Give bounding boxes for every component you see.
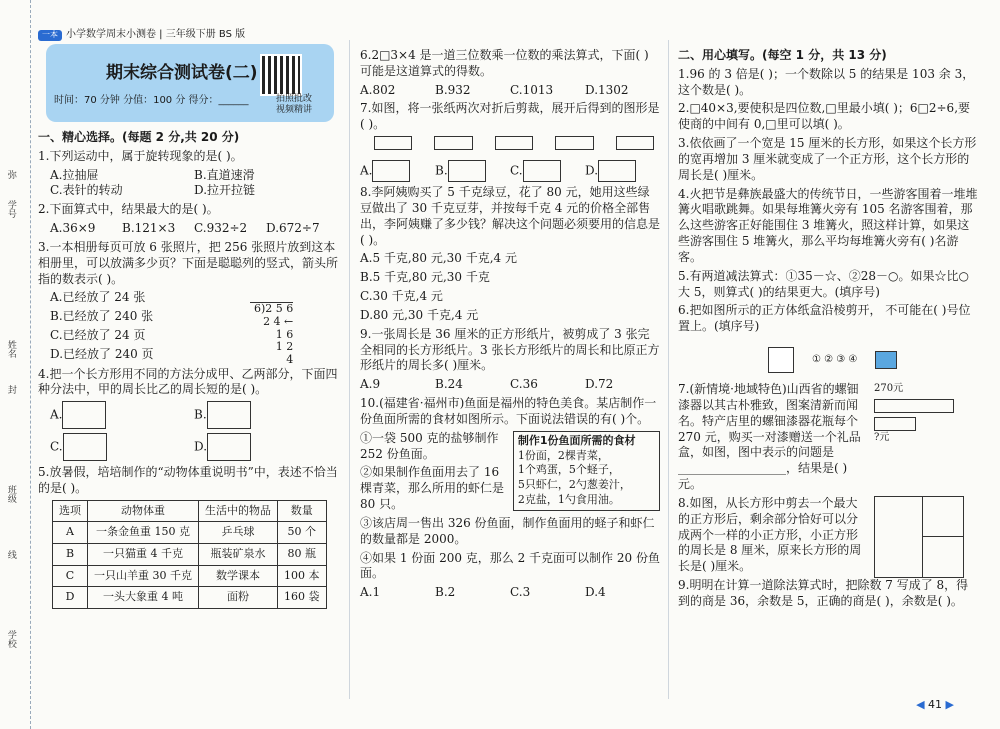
cube-net-figure (768, 338, 978, 382)
prev-page-icon[interactable]: ◀ (916, 698, 925, 712)
fill-question-2: 2.□40×3,要使积是四位数,□里最小填( )；6□2÷6,要使商的中间有 0,□里可以填( )。 (678, 101, 971, 132)
question-4-options (38, 401, 338, 461)
option-c[interactable] (50, 433, 194, 461)
price-diagram (874, 382, 954, 496)
test-banner (46, 44, 334, 122)
division-dividend: 6)2 5 6 (254, 302, 294, 316)
rectangle-figure (874, 496, 964, 578)
table-cell: 80 瓶 (278, 544, 327, 566)
question-10-body (360, 431, 660, 516)
question-7: 7.如图，将一张纸两次对折后剪裁，展开后得到的图形是( )。 (360, 101, 660, 132)
option-c-label: C. (50, 439, 63, 454)
column-divider (668, 40, 669, 699)
option-c[interactable]: C.36 (510, 377, 538, 392)
table-cell: D (53, 587, 88, 609)
binding-margin (0, 0, 31, 729)
option-b[interactable]: B.24 (435, 377, 463, 392)
brand-logo: 一本 (38, 30, 62, 41)
question-8: 8.李阿姨购买了 5 千克绿豆，花了 80 元，她用这些绿豆做出了 30 千克豆芽，并按每千克 4 元的价格全部售出，李阿姨赚了多少钱？解决这个问题必须要用的信息是( )。 (360, 185, 661, 247)
page-number-label: 41 (928, 698, 943, 712)
question-9-options (360, 377, 660, 393)
fill-question-7-body (678, 382, 978, 496)
option-b[interactable]: B.2 (435, 585, 456, 600)
option-d[interactable]: D.672÷7 (266, 221, 320, 236)
binding-school: 学校 (5, 630, 16, 648)
option-c[interactable]: C.1013 (510, 82, 554, 97)
table-cell: 100 本 (278, 565, 327, 587)
table-cell: 一头大象重 4 吨 (88, 587, 199, 609)
column-1 (38, 130, 338, 609)
blue-square-icon (875, 351, 897, 369)
question-5: 5.放暑假，培培制作的“动物体重说明书”中，表述不恰当的是( )。 (38, 465, 338, 496)
binding-mi: 弥 (5, 170, 16, 179)
table-cell: 乒乓球 (199, 522, 278, 544)
cube-icon (768, 347, 794, 373)
ingredient-box (513, 431, 660, 511)
fold-step (555, 136, 593, 150)
question-10-options (360, 585, 660, 601)
ingredient-line: 1个鸡蛋，5个蛏子， (517, 463, 620, 477)
option-a[interactable]: A.9 (360, 377, 381, 392)
option-a[interactable]: A.36×9 (50, 221, 96, 236)
question-9: 9.一张周长是 36 厘米的正方形纸片，被剪成了 3 张完全相同的长方形纸片。3 张长方形纸片的周长和比原正方形纸片的周长多( )厘米。 (360, 326, 660, 373)
fill-question-8: 8.如图，从长方形中剪去一个最大的正方形后，剩余部分恰好可以分成两个一样的小正方形，小正方形的周长是 8 厘米，原来长方形的周长是( )厘米。 (678, 495, 862, 574)
option-a[interactable]: A.拉抽屉 (50, 167, 99, 182)
fill-question-6: 6.把如图所示的正方体纸盒沿棱剪开， 不可能在( )号位置上。(填序号) (678, 303, 971, 334)
table-row (53, 587, 327, 609)
column-divider (349, 40, 350, 699)
option-d[interactable]: D.拉开拉链 (194, 183, 256, 198)
fill-question-5: 5.有两道减法算式：①35－☆、②28－○。如果☆比○大 5，则算式( )的结果更大。(填序号) (678, 268, 969, 299)
option-b[interactable]: B.已经放了 240 张 (50, 309, 154, 324)
weight-table (52, 500, 327, 609)
question-10: 10.(福建省·福州市)鱼面是福州的特色美食。某店制作一份鱼面所需的食材如图所示。下面说法错误的有( )个。 (360, 396, 657, 426)
division-steps: 2 4 ← 1 6 1 2 4 (263, 315, 294, 367)
option-d[interactable]: D.80 元,30 千克,4 元 (360, 307, 479, 322)
fill-question-4: 4.火把节是彝族最盛大的传统节日，一些游客围着一堆堆篝火唱歌跳舞。如果每堆篝火旁有 105 名游客围着，那么这些游客正好能围住 3 堆篝火，照这样计算，如果这些游客围住 5 堆篝火，那么平均每堆篝火旁有( )名游客。 (678, 186, 978, 264)
fill-question-3: 3.依依画了一个宽是 15 厘米的长方形，如果这个长方形的宽再增加 3 厘米就变成了一个正方形，这个长方形的周长是( )厘米。 (678, 136, 977, 182)
binding-feng: 封 (5, 385, 16, 394)
question-3-body (38, 290, 338, 366)
fill-question-1: 1.96 的 3 倍是( )；一个数除以 5 的结果是 103 余 3，这个数是( )。 (678, 66, 975, 97)
option-c[interactable] (510, 160, 585, 182)
cut-figure-a (372, 160, 410, 182)
option-c[interactable]: C.已经放了 24 页 (50, 328, 146, 343)
binding-xian: 线 (5, 550, 16, 559)
rect-figure-b (207, 401, 251, 429)
table-cell: C (53, 565, 88, 587)
option-d[interactable]: D.已经放了 240 页 (50, 346, 154, 361)
unknown-bar (874, 417, 916, 431)
option-d[interactable] (194, 433, 338, 461)
question-6: 6.2□3×4 是一道三位数乘一位数的乘法算式，下面( )可能是这道算式的得数。 (360, 48, 649, 78)
question-1-options (38, 168, 338, 200)
rect-figure-d (207, 433, 251, 461)
fill-question-9: 9.明明在计算一道除法算式时，把除数 7 写成了 8，得到的商是 36，余数是 5，正确的商是( )，余数是( )。 (678, 578, 969, 608)
fold-step (374, 136, 412, 150)
statement-3: ③该店周一售出 326 份鱼面，制作鱼面用的蛏子和虾仁的数量都是 2000。 (360, 515, 655, 546)
question-3: 3.一本相册每页可放 6 张照片，把 256 张照片放到这本相册里，可以放满多少页？下面是聪聪列的竖式，箭头所指的数表示( )。 (38, 239, 339, 286)
option-c-label: C. (510, 163, 523, 178)
column-header: 动物体重 (88, 500, 199, 522)
rect-figure-c (63, 433, 107, 461)
table-cell: B (53, 544, 88, 566)
ingredient-box-title: 制作1份鱼面所需的食材 (517, 433, 636, 447)
table-cell: 50 个 (278, 522, 327, 544)
price-bar (874, 399, 954, 413)
column-header: 数量 (278, 500, 327, 522)
option-a[interactable]: A.1 (360, 585, 381, 600)
fold-step (495, 136, 533, 150)
table-cell: 数学课本 (199, 565, 278, 587)
binding-xuehao: 学号 (5, 200, 16, 218)
section-heading: 一、精心选择。(每题 2 分,共 20 分) (38, 130, 240, 144)
option-b[interactable]: B.932 (435, 82, 471, 97)
rect-figure-a (62, 401, 106, 429)
test-title: 期末综合测试卷(二) (106, 63, 258, 83)
question-2: 2.下面算式中，结果最大的是( )。 (38, 202, 219, 217)
column-3 (678, 48, 978, 613)
option-b[interactable]: B.直道速滑 (194, 167, 255, 182)
table-cell: A (53, 522, 88, 544)
statement-1: ①一袋 500 克的盐够制作 252 份鱼面。 (360, 430, 499, 461)
question-4: 4.把一个长方形用不同的方法分成甲、乙两部分，下面四种分法中，甲的周长比乙的周长短的是( )。 (38, 366, 338, 397)
option-b[interactable] (435, 160, 510, 182)
binding-name: 姓名 (5, 340, 16, 358)
fold-step (434, 136, 472, 150)
net-icon: ① ② ③ ④ (812, 354, 858, 366)
table-cell: 一只猫重 4 千克 (88, 544, 199, 566)
question-7-options (360, 160, 660, 182)
table-header (53, 500, 327, 522)
column-header: 生活中的物品 (199, 500, 278, 522)
option-a[interactable] (50, 401, 194, 429)
header-bar (38, 28, 245, 41)
option-b-label: B. (435, 163, 448, 178)
next-page-icon[interactable]: ▶ (945, 698, 954, 712)
fold-diagram (374, 136, 660, 156)
option-d[interactable] (585, 160, 660, 182)
table-cell: 瓶装矿泉水 (199, 544, 278, 566)
option-d[interactable]: D.1302 (585, 82, 629, 97)
ingredient-line: 5只虾仁，2勺葱姜汁， (517, 478, 631, 492)
cut-figure-d (598, 160, 636, 182)
column-header: 选项 (53, 500, 88, 522)
cut-figure-c (523, 160, 561, 182)
header-title: 小学数学周末小测卷 | 三年级下册 BS 版 (66, 29, 246, 40)
option-d-label: D. (585, 163, 599, 178)
test-meta: 时间：70 分钟 分值：100 分 得分：______ (54, 95, 249, 106)
table-cell: 一只山羊重 30 千克 (88, 565, 199, 587)
table-cell: 面粉 (199, 587, 278, 609)
option-a-label: A. (50, 407, 63, 422)
statement-4: ④如果 1 份面 200 克，那么 2 千克面可以制作 20 份鱼面。 (360, 550, 660, 581)
option-b-label: B. (194, 407, 207, 422)
price-label: 270元 (874, 383, 904, 395)
table-cell: 160 袋 (278, 587, 327, 609)
option-d-label: D. (194, 439, 208, 454)
table-row (53, 565, 327, 587)
section-heading: 二、用心填写。(每空 1 分，共 13 分) (678, 48, 887, 62)
option-c[interactable]: C.表针的转动 (50, 183, 123, 198)
option-d[interactable]: D.4 (585, 585, 606, 600)
table-row (53, 522, 327, 544)
table-row (53, 544, 327, 566)
option-c[interactable]: C.3 (510, 585, 531, 600)
option-b[interactable] (194, 401, 338, 429)
option-b[interactable]: B.121×3 (122, 221, 176, 236)
fold-step (616, 136, 654, 150)
option-a[interactable] (360, 160, 435, 182)
option-b[interactable]: B.5 千克,80 元,30 千克 (360, 270, 490, 285)
column-2 (360, 48, 660, 604)
table-cell: 一条金鱼重 150 克 (88, 522, 199, 544)
option-a[interactable]: A.已经放了 24 张 (50, 290, 146, 305)
option-a[interactable]: A.5 千克,80 元,30 千克,4 元 (360, 251, 517, 266)
ingredient-line: 2克盐，1勺食用油。 (517, 493, 620, 507)
option-a[interactable]: A.802 (360, 82, 396, 97)
option-a-label: A. (360, 163, 373, 178)
qr-code-icon[interactable] (260, 54, 302, 96)
option-c[interactable]: C.932÷2 (194, 221, 248, 236)
fill-question-7: 7.(新情境·地域特色)山西省的螺钿漆器以其古朴雅致，图案清新而闻名。特产店里的螺钿漆器花瓶每个 270 元，购买一对漆赠送一个礼品盒，如图，图中表示的问题是__________________，结果是( )元。 (678, 382, 861, 492)
question-6-options (360, 83, 660, 99)
statement-2: ②如果制作鱼面用去了 16 棵青菜，那么所用的虾仁是 80 只。 (360, 465, 505, 512)
cut-figure-b (448, 160, 486, 182)
question-2-options (38, 221, 338, 237)
unknown-price-label: ?元 (874, 432, 890, 444)
page-number (916, 698, 954, 713)
option-d[interactable]: D.72 (585, 377, 614, 392)
qr-caption: 拍照批改 视频精讲 (275, 94, 312, 115)
fill-question-8-body (678, 496, 978, 578)
option-c[interactable]: C.30 千克,4 元 (360, 289, 443, 304)
question-1: 1.下列运动中，属于旋转现象的是( )。 (38, 148, 243, 163)
long-division (250, 302, 293, 366)
ingredient-line: 1份面，2棵青菜， (517, 448, 609, 462)
binding-class: 班级 (5, 485, 16, 503)
